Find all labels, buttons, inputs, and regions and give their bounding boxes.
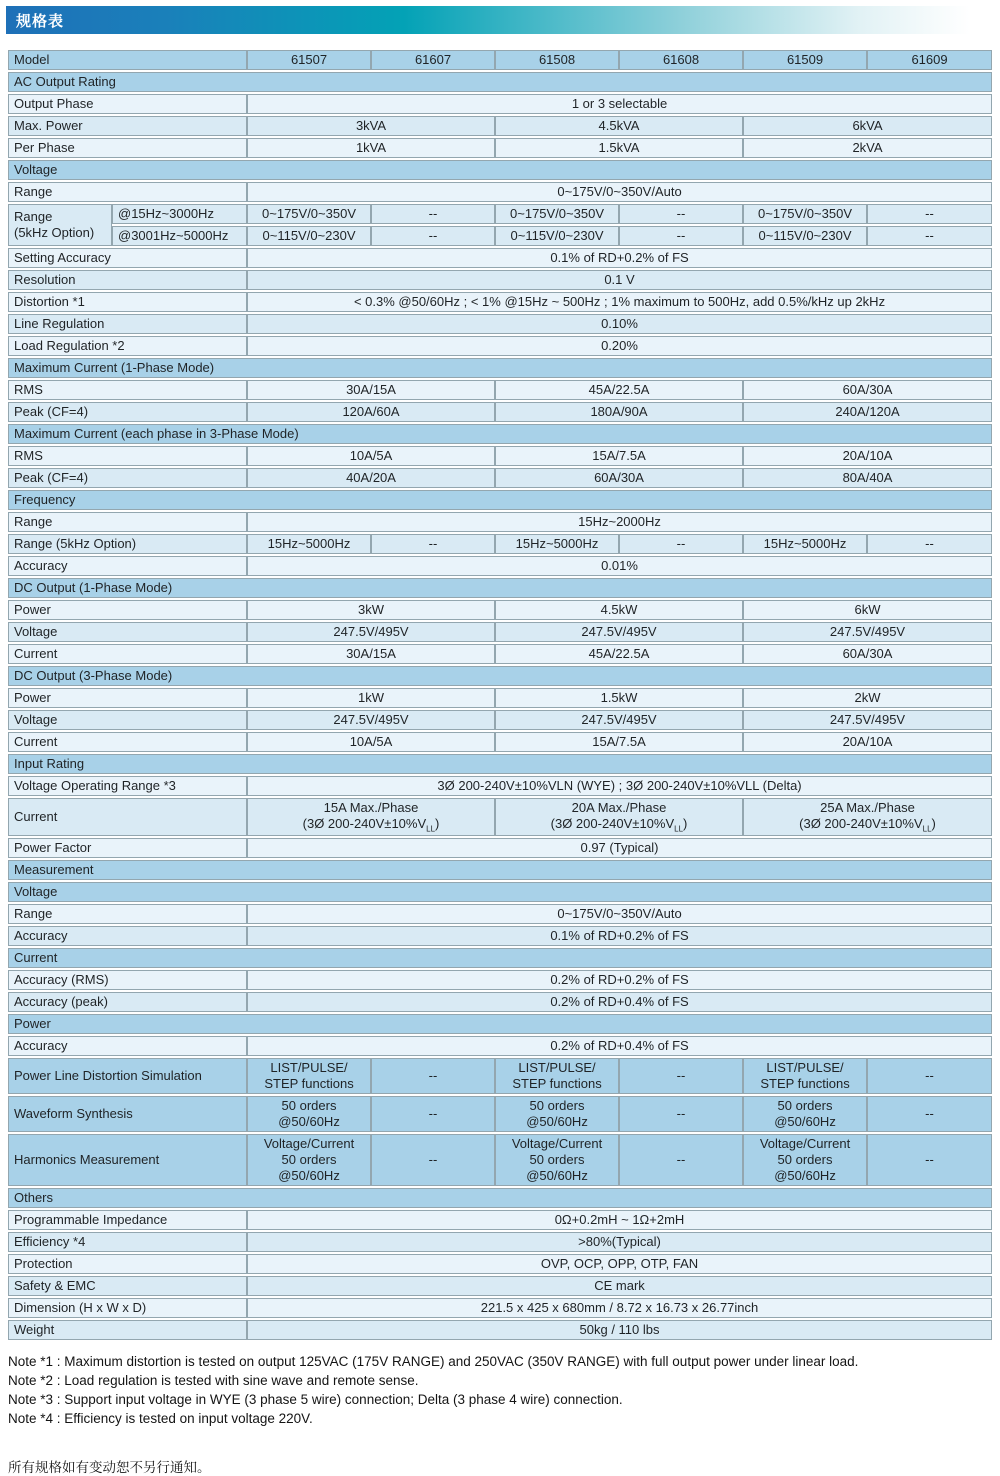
value-cell: 61607 — [371, 50, 495, 70]
table-row — [8, 644, 992, 664]
value-cell: 1.5kVA — [495, 138, 743, 158]
value-cell: 0.20% — [247, 336, 992, 356]
row-label-cell: RMS — [8, 380, 247, 400]
row-label-cell: Programmable Impedance — [8, 1210, 247, 1230]
row-label-cell: Range — [8, 182, 247, 202]
table-row — [8, 402, 992, 422]
section-row — [8, 358, 992, 378]
value-cell: 0~115V/0~230V — [743, 226, 867, 246]
table-row — [8, 248, 992, 268]
value-cell: 10A/5A — [247, 732, 495, 752]
value-cell: Voltage/Current 50 orders @50/60Hz — [495, 1134, 619, 1186]
value-cell: 4.5kW — [495, 600, 743, 620]
row-label-cell: Accuracy — [8, 926, 247, 946]
value-cell: 45A/22.5A — [495, 644, 743, 664]
row-label-cell: Peak (CF=4) — [8, 402, 247, 422]
value-cell: 6kVA — [743, 116, 992, 136]
value-cell: 2kVA — [743, 138, 992, 158]
page-title: 规格表 — [16, 12, 65, 30]
section-row — [8, 754, 992, 774]
value-cell: -- — [371, 226, 495, 246]
row-label-cell: Voltage — [8, 622, 247, 642]
section-header-cell: Power — [8, 1014, 992, 1034]
value-cell: 40A/20A — [247, 468, 495, 488]
value-cell: LIST/PULSE/ STEP functions — [743, 1058, 867, 1094]
value-cell: 0~115V/0~230V — [247, 226, 371, 246]
note-line: Note *3 : Support input voltage in WYE (3 phase 5 wire) connection; Delta (3 phase 4 wire) connection. — [8, 1391, 623, 1407]
value-cell: 0~175V/0~350V/Auto — [247, 904, 992, 924]
value-cell: 50 orders @50/60Hz — [743, 1096, 867, 1132]
section-header-cell: Voltage — [8, 160, 992, 180]
value-cell: 0.1 V — [247, 270, 992, 290]
value-cell: 0Ω+0.2mH ~ 1Ω+2mH — [247, 1210, 992, 1230]
value-cell: 221.5 x 425 x 680mm / 8.72 x 16.73 x 26.77inch — [247, 1298, 992, 1318]
section-row — [8, 72, 992, 92]
section-header-cell: Maximum Current (1-Phase Mode) — [8, 358, 992, 378]
value-cell: 61609 — [867, 50, 992, 70]
value-cell: 2kW — [743, 688, 992, 708]
table-row — [8, 926, 992, 946]
table-row — [8, 138, 992, 158]
row-label-cell: Accuracy — [8, 1036, 247, 1056]
table-row — [8, 710, 992, 730]
value-cell: 120A/60A — [247, 402, 495, 422]
value-cell: 247.5V/495V — [247, 710, 495, 730]
section-header-cell: Maximum Current (each phase in 3-Phase Mode) — [8, 424, 992, 444]
value-cell: 60A/30A — [495, 468, 743, 488]
section-header-cell: Frequency — [8, 490, 992, 510]
value-cell: 0~175V/0~350V — [743, 204, 867, 224]
value-cell: 50 orders @50/60Hz — [247, 1096, 371, 1132]
section-header-cell: Current — [8, 948, 992, 968]
value-cell: Voltage/Current 50 orders @50/60Hz — [743, 1134, 867, 1186]
row-label-cell: Power Factor — [8, 838, 247, 858]
section-row — [8, 948, 992, 968]
value-cell: 1.5kW — [495, 688, 743, 708]
value-cell: -- — [619, 534, 743, 554]
row-label-cell: Per Phase — [8, 138, 247, 158]
table-row — [8, 270, 992, 290]
value-cell: 50 orders @50/60Hz — [495, 1096, 619, 1132]
value-cell: 3kW — [247, 600, 495, 620]
section-header-cell: Input Rating — [8, 754, 992, 774]
value-cell: -- — [371, 204, 495, 224]
row-label-cell: Power — [8, 600, 247, 620]
value-cell: 61509 — [743, 50, 867, 70]
row-label-cell: Output Phase — [8, 94, 247, 114]
value-cell: -- — [619, 1058, 743, 1094]
table-row — [8, 116, 992, 136]
value-cell: 15Hz~5000Hz — [495, 534, 619, 554]
value-cell: -- — [619, 204, 743, 224]
row-label-cell: Current — [8, 798, 247, 836]
value-cell: 0.01% — [247, 556, 992, 576]
section-header-cell: AC Output Rating — [8, 72, 992, 92]
value-cell: 60A/30A — [743, 380, 992, 400]
table-row — [8, 1254, 992, 1274]
value-cell: -- — [867, 204, 992, 224]
table-row — [8, 446, 992, 466]
value-cell: 0~175V/0~350V — [495, 204, 619, 224]
disclaimer-text: 所有规格如有变动恕不另行通知。 — [8, 1459, 211, 1475]
section-row — [8, 1014, 992, 1034]
table-row — [8, 970, 992, 990]
value-cell: < 0.3% @50/60Hz ; < 1% @15Hz ~ 500Hz ; 1% maximum to 500Hz, add 0.5%/kHz up 2kHz — [247, 292, 992, 312]
value-cell: 6kW — [743, 600, 992, 620]
row-label-cell: RMS — [8, 446, 247, 466]
title-bar — [6, 6, 1000, 34]
row-label-cell: Harmonics Measurement — [8, 1134, 247, 1186]
table-row — [8, 776, 992, 796]
value-cell: 4.5kVA — [495, 116, 743, 136]
table-row — [8, 838, 992, 858]
value-cell: 61507 — [247, 50, 371, 70]
section-row — [8, 578, 992, 598]
value-cell: 15Hz~5000Hz — [247, 534, 371, 554]
row-label-cell: Model — [8, 50, 247, 70]
table-row — [8, 292, 992, 312]
row-label-cell: Accuracy (peak) — [8, 992, 247, 1012]
table-row — [8, 226, 992, 246]
value-cell: -- — [371, 1058, 495, 1094]
table-row — [8, 1276, 992, 1296]
row-label-cell: Power — [8, 688, 247, 708]
value-cell: 0.2% of RD+0.2% of FS — [247, 970, 992, 990]
value-cell: -- — [371, 1134, 495, 1186]
row-label-cell: Range (5kHz Option) — [8, 204, 112, 246]
section-header-cell: DC Output (3-Phase Mode) — [8, 666, 992, 686]
section-row — [8, 860, 992, 880]
table-row — [8, 94, 992, 114]
table-row — [8, 1232, 992, 1252]
table-row — [8, 688, 992, 708]
value-cell: 45A/22.5A — [495, 380, 743, 400]
value-cell: 30A/15A — [247, 644, 495, 664]
table-row — [8, 534, 992, 554]
notes — [8, 1352, 1000, 1428]
table-row — [8, 1298, 992, 1318]
value-cell: 0.2% of RD+0.4% of FS — [247, 1036, 992, 1056]
row-label-cell: Voltage — [8, 710, 247, 730]
note-line: Note *1 : Maximum distortion is tested on output 125VAC (175V RANGE) and 250VAC (350V RANGE) with full output power under linear load. — [8, 1353, 859, 1369]
table-row — [8, 556, 992, 576]
value-cell: Voltage/Current 50 orders @50/60Hz — [247, 1134, 371, 1186]
value-cell: -- — [619, 1096, 743, 1132]
value-cell: 0.1% of RD+0.2% of FS — [247, 926, 992, 946]
table-row — [8, 1058, 992, 1094]
value-cell: OVP, OCP, OPP, OTP, FAN — [247, 1254, 992, 1274]
value-cell: 20A/10A — [743, 446, 992, 466]
table-row — [8, 622, 992, 642]
value-cell: 1 or 3 selectable — [247, 94, 992, 114]
row-label-cell: Efficiency *4 — [8, 1232, 247, 1252]
value-cell: 1kVA — [247, 138, 495, 158]
value-cell: 20A Max./Phase (3Ø $200-240V\pm 10\%V_{LL}$) — [495, 798, 743, 836]
row-label-cell: Voltage Operating Range *3 — [8, 776, 247, 796]
row-label-cell: Range (5kHz Option) — [8, 534, 247, 554]
value-cell: -- — [867, 1134, 992, 1186]
row-label-cell: Line Regulation — [8, 314, 247, 334]
table-row — [8, 380, 992, 400]
section-row — [8, 160, 992, 180]
value-cell: 247.5V/495V — [247, 622, 495, 642]
spec-table-body — [8, 50, 992, 1340]
section-row — [8, 882, 992, 902]
section-header-cell: Voltage — [8, 882, 992, 902]
table-row — [8, 1210, 992, 1230]
table-row — [8, 600, 992, 620]
row-label-cell: Weight — [8, 1320, 247, 1340]
row-label-cell: Distortion *1 — [8, 292, 247, 312]
note-line: Note *2 : Load regulation is tested with sine wave and remote sense. — [8, 1372, 419, 1388]
table-row — [8, 468, 992, 488]
table-row — [8, 1096, 992, 1132]
value-cell: 3Ø 200-240V±10%VLN (WYE) ; 3Ø 200-240V±10%VLL (Delta) — [247, 776, 992, 796]
table-row — [8, 182, 992, 202]
row-label-cell: Load Regulation *2 — [8, 336, 247, 356]
row-label-cell: Current — [8, 732, 247, 752]
value-cell: LIST/PULSE/ STEP functions — [495, 1058, 619, 1094]
value-cell: 0.10% — [247, 314, 992, 334]
value-cell: 3kVA — [247, 116, 495, 136]
value-cell: 50kg / 110 lbs — [247, 1320, 992, 1340]
value-cell: 20A/10A — [743, 732, 992, 752]
row-label-cell: Range — [8, 512, 247, 532]
row-label-cell: Safety & EMC — [8, 1276, 247, 1296]
value-cell: >80%(Typical) — [247, 1232, 992, 1252]
row-label-cell: Range — [8, 904, 247, 924]
section-header-cell: DC Output (1-Phase Mode) — [8, 578, 992, 598]
value-cell: 10A/5A — [247, 446, 495, 466]
row-label-cell: Peak (CF=4) — [8, 468, 247, 488]
value-cell: -- — [867, 1096, 992, 1132]
table-row — [8, 1036, 992, 1056]
value-cell: CE mark — [247, 1276, 992, 1296]
row-label-cell: Accuracy — [8, 556, 247, 576]
value-cell: 15Hz~2000Hz — [247, 512, 992, 532]
value-cell: 0~175V/0~350V — [247, 204, 371, 224]
value-cell: -- — [867, 1058, 992, 1094]
value-cell: 0~115V/0~230V — [495, 226, 619, 246]
value-cell: -- — [619, 1134, 743, 1186]
table-row — [8, 50, 992, 70]
section-row — [8, 490, 992, 510]
row-label-cell: Resolution — [8, 270, 247, 290]
section-row — [8, 1188, 992, 1208]
row-label-cell: Waveform Synthesis — [8, 1096, 247, 1132]
value-cell: 0.1% of RD+0.2% of FS — [247, 248, 992, 268]
table-row — [8, 204, 992, 224]
value-cell: LIST/PULSE/ STEP functions — [247, 1058, 371, 1094]
value-cell: 247.5V/495V — [495, 622, 743, 642]
value-cell: 247.5V/495V — [743, 710, 992, 730]
table-row — [8, 992, 992, 1012]
note-line: Note *4 : Efficiency is tested on input voltage 220V. — [8, 1410, 313, 1426]
table-row — [8, 1320, 992, 1340]
value-cell: 240A/120A — [743, 402, 992, 422]
value-cell: 30A/15A — [247, 380, 495, 400]
value-cell: 15A Max./Phase (3Ø $200-240V\pm 10\%V_{LL}$) — [247, 798, 495, 836]
value-cell: 25A Max./Phase (3Ø $200-240V\pm 10\%V_{LL}$) — [743, 798, 992, 836]
value-cell: 1kW — [247, 688, 495, 708]
table-row — [8, 314, 992, 334]
row-label-cell: Setting Accuracy — [8, 248, 247, 268]
value-cell: -- — [867, 534, 992, 554]
row-label-cell: Accuracy (RMS) — [8, 970, 247, 990]
section-header-cell: Measurement — [8, 860, 992, 880]
value-cell: 180A/90A — [495, 402, 743, 422]
value-cell: 15A/7.5A — [495, 446, 743, 466]
value-cell: 0.2% of RD+0.4% of FS — [247, 992, 992, 1012]
table-row — [8, 512, 992, 532]
section-row — [8, 424, 992, 444]
value-cell: -- — [371, 534, 495, 554]
row-label-cell: @15Hz~3000Hz — [112, 204, 247, 224]
row-label-cell: Current — [8, 644, 247, 664]
table-row — [8, 336, 992, 356]
value-cell: 15A/7.5A — [495, 732, 743, 752]
value-cell: 15Hz~5000Hz — [743, 534, 867, 554]
value-cell: 80A/40A — [743, 468, 992, 488]
table-row — [8, 904, 992, 924]
value-cell: 247.5V/495V — [495, 710, 743, 730]
value-cell: 60A/30A — [743, 644, 992, 664]
value-cell: -- — [867, 226, 992, 246]
table-row — [8, 798, 992, 836]
row-label-cell: Protection — [8, 1254, 247, 1274]
section-header-cell: Others — [8, 1188, 992, 1208]
table-row — [8, 732, 992, 752]
value-cell: -- — [619, 226, 743, 246]
row-label-cell: Dimension (H x W x D) — [8, 1298, 247, 1318]
row-label-cell: Power Line Distortion Simulation — [8, 1058, 247, 1094]
value-cell: 61508 — [495, 50, 619, 70]
table-row — [8, 1134, 992, 1186]
spec-table — [8, 48, 992, 1342]
row-label-cell: Max. Power — [8, 116, 247, 136]
value-cell: 0~175V/0~350V/Auto — [247, 182, 992, 202]
value-cell: -- — [371, 1096, 495, 1132]
value-cell: 0.97 (Typical) — [247, 838, 992, 858]
value-cell: 247.5V/495V — [743, 622, 992, 642]
value-cell: 61608 — [619, 50, 743, 70]
section-row — [8, 666, 992, 686]
row-label-cell: @3001Hz~5000Hz — [112, 226, 247, 246]
